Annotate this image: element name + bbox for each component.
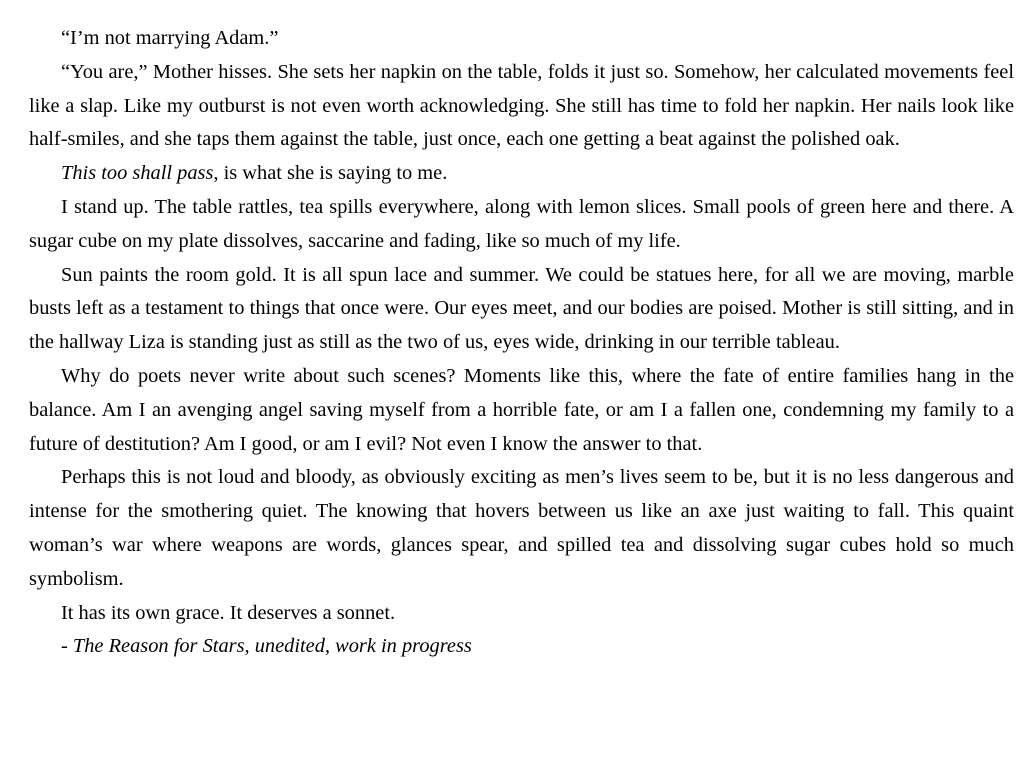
paragraph-mother-response: “You are,” Mother hisses. She sets her napkin on the table, folds it just so. Somehow, her calculated movements feel like a slap. Like my outburst is not even worth acknowledging. She still has time to fold her napkin. Her nails look like half-smiles, and she taps them against the table, just once, each one getting a beat against the polished oak.	[29, 60, 1014, 151]
paragraph-grace: It has its own grace. It deserves a sonnet.	[61, 601, 396, 624]
paragraph-text: , is what she is saying to me.	[213, 162, 448, 185]
attribution-line: - The Reason for Stars, unedited, work in progress	[61, 635, 472, 658]
paragraph-stand-up: I stand up. The table rattles, tea spills everywhere, along with lemon slices. Small pools of green here and there. A sugar cube on my plate dissolves, saccarine and fading, like so much of my life.	[29, 195, 1014, 252]
paragraph-dialogue-refusal: “I’m not marrying Adam.”	[61, 27, 279, 49]
paragraph-poets: Why do poets never write about such scenes? Moments like this, where the fate of entire families hang in the balance. Am I an avenging angel saving myself from a horrible fate, or am I a fallen one, condemning my family to a future of destitution? Am I good, or am I evil? Not even I know the answer to that.	[29, 364, 1014, 455]
paragraph-sun-paints: Sun paints the room gold. It is all spun lace and summer. We could be statues here, for all we are moving, marble busts left as a testament to things that once were. Our eyes meet, and our bodies are poised. Mother is still sitting, and in the hallway Liza is standing just as still as the two of us, eyes wide, drinking in our terrible tableau.	[29, 263, 1014, 354]
paragraph-perhaps: Perhaps this is not loud and bloody, as obviously exciting as men’s lives seem to be, but it is no less dangerous and intense for the smothering quiet. The knowing that hovers between us like an axe just waiting to fall. This quaint woman’s war where weapons are words, glances spear, and spilled tea and dissolving sugar cubes hold so much symbolism.	[29, 466, 1014, 590]
italic-phrase: This too shall pass	[61, 162, 214, 185]
paragraph-this-too-shall-pass	[29, 157, 1014, 191]
